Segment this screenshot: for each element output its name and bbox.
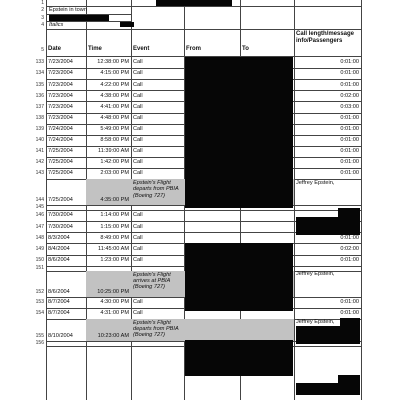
cell-call-length: 0:01:00 xyxy=(340,70,359,77)
row-number: 134 xyxy=(35,70,44,77)
cell-time: 8:49:00 PM xyxy=(100,234,129,241)
cell-date: 7/23/2004 xyxy=(48,59,73,66)
cell-date: 8/6/2004 xyxy=(48,256,70,263)
cell-time: 4:38:00 PM xyxy=(100,92,129,99)
cell-event: Call xyxy=(133,170,143,177)
cell-date: 8/4/2004 xyxy=(48,245,70,252)
redaction-block xyxy=(338,375,360,383)
row-number: 4 xyxy=(41,22,44,28)
cell-date: 7/25/2004 xyxy=(48,148,73,155)
cell-time: 10:23:00 AM xyxy=(97,332,129,339)
cell-event: Call xyxy=(133,245,143,252)
redaction-block xyxy=(185,340,293,376)
row-number: 149 xyxy=(35,245,44,252)
cell-event: Call xyxy=(133,212,143,219)
cell-event: Call xyxy=(133,298,143,305)
cell-event: Epstein's Flight arrives at PBIA (Boeing 727) xyxy=(133,271,171,290)
cell-date: 7/25/2004 xyxy=(48,197,73,204)
cell-event: Call xyxy=(133,256,143,263)
cell-date: 7/23/2004 xyxy=(48,81,73,88)
cell-date: 7/23/2004 xyxy=(48,92,73,99)
row-number: 3 xyxy=(41,14,44,21)
redaction-block xyxy=(120,22,134,27)
cell-date: 7/23/2004 xyxy=(48,114,73,121)
row-number: 152 xyxy=(35,288,44,295)
column-header-date: Date xyxy=(48,46,62,52)
cell-date: 8/6/2004 xyxy=(48,288,70,295)
row-divider xyxy=(46,29,362,30)
cell-time: 1:23:00 PM xyxy=(100,256,129,263)
cell-time: 11:45:00 AM xyxy=(98,245,129,252)
cell-event: Call xyxy=(133,234,143,241)
cell-time: 4:30:00 PM xyxy=(100,298,129,305)
cell-event: Call xyxy=(133,103,143,110)
cell-time: 11:39:00 AM xyxy=(98,148,129,155)
cell-date: 7/30/2004 xyxy=(48,223,73,230)
row-number: 145 xyxy=(35,204,44,211)
spreadsheet-page xyxy=(35,0,362,400)
row-number: 150 xyxy=(35,256,44,263)
row-number: 138 xyxy=(35,114,44,121)
redaction-block xyxy=(49,15,109,21)
cell-event: Call xyxy=(133,70,143,77)
cell-date: 8/7/2004 xyxy=(48,298,70,305)
cell-call-length: 0:01:00 xyxy=(340,114,359,121)
cell-time: 4:15:00 PM xyxy=(100,70,129,77)
redaction-block xyxy=(340,318,360,326)
redaction-block xyxy=(185,57,293,208)
cell-date: 8/10/2004 xyxy=(48,332,73,339)
redaction-block xyxy=(296,383,360,395)
row-number: 1 xyxy=(41,0,44,6)
cell-event: Call xyxy=(133,310,143,317)
cell-call-length: 0:01:00 xyxy=(340,137,359,144)
cell-time: 12:38:00 PM xyxy=(97,59,129,66)
redaction-block xyxy=(296,217,360,235)
row-number: 133 xyxy=(35,59,44,66)
cell-event: Epstein's Flight departs from PBIA (Boeing 727) xyxy=(133,180,179,199)
column-header-time: Time xyxy=(88,46,102,52)
cell-time: 4:41:00 PM xyxy=(100,103,129,110)
cell-date: 7/25/2004 xyxy=(48,170,73,177)
cell-call-length: 0:01:00 xyxy=(340,81,359,88)
row-number: 148 xyxy=(35,234,44,241)
cell-date: 7/23/2004 xyxy=(48,70,73,77)
cell-call-length: Jeffrey Epstein, xyxy=(296,179,335,186)
cell-date: 7/25/2004 xyxy=(48,159,73,166)
cell-date: 7/30/2004 xyxy=(48,212,73,219)
cell-time: 8:58:00 PM xyxy=(100,137,129,144)
cell-call-length: 0:03:00 xyxy=(340,103,359,110)
cell-time: 1:14:00 PM xyxy=(100,212,129,219)
cell-time: 2:03:00 PM xyxy=(100,170,129,177)
cell-call-length: 0:01:00 xyxy=(340,234,359,241)
cell-time: 4:22:00 PM xyxy=(100,81,129,88)
cell-call-length: 0:01:00 xyxy=(340,159,359,166)
cell-event: Call xyxy=(133,223,143,230)
cell-call-length: 0:02:00 xyxy=(340,92,359,99)
row-number: 153 xyxy=(35,298,44,305)
cell-call-length: Jeffrey Epstein, xyxy=(296,271,335,278)
cell-call-length: 0:01:00 xyxy=(340,310,359,317)
row-number: 137 xyxy=(35,103,44,110)
cell-event: Call xyxy=(133,159,143,166)
cell-time: 4:48:00 PM xyxy=(100,114,129,121)
row-number: 136 xyxy=(35,92,44,99)
cell-call-length: 0:01:00 xyxy=(340,59,359,66)
row-number: 143 xyxy=(35,170,44,177)
column-header-from: From xyxy=(186,46,201,52)
cell-time: 1:42:00 PM xyxy=(100,159,129,166)
row-number: 155 xyxy=(35,332,44,339)
row-number: 135 xyxy=(35,81,44,88)
redaction-block xyxy=(185,243,293,311)
legend-italics: Italics xyxy=(49,21,64,28)
column-header-to: To xyxy=(242,46,249,52)
row-number: 142 xyxy=(35,159,44,166)
row-number: 140 xyxy=(35,137,44,144)
column-header-event: Event xyxy=(133,46,150,52)
cell-event: Call xyxy=(133,148,143,155)
row-divider xyxy=(46,210,362,211)
cell-event: Epstein's Flight departs from PBIA (Boeing 727) xyxy=(133,319,179,339)
legend-epstein-in-town: Epstein in town xyxy=(49,6,87,13)
redaction-block xyxy=(338,208,360,217)
cell-event: Call xyxy=(133,137,143,144)
cell-call-length: 0:01:00 xyxy=(340,298,359,305)
row-number: 2 xyxy=(41,7,44,13)
cell-call-length: 0:01:00 xyxy=(340,148,359,155)
cell-time: 4:35:00 PM xyxy=(100,197,129,204)
redaction-block xyxy=(296,326,360,344)
row-number: 156 xyxy=(35,340,44,347)
cell-event: Call xyxy=(133,125,143,132)
cell-time: 10:25:00 PM xyxy=(97,288,129,295)
row-number: 144 xyxy=(35,197,44,204)
cell-date: 7/24/2004 xyxy=(48,125,73,132)
cell-date: 7/23/2004 xyxy=(48,103,73,110)
cell-event: Call xyxy=(133,92,143,99)
cell-date: 7/24/2004 xyxy=(48,137,73,144)
row-number: 154 xyxy=(35,310,44,317)
cell-time: 1:15:00 PM xyxy=(100,223,129,230)
cell-time: 5:49:00 PM xyxy=(100,125,129,132)
cell-call-length: Jeffrey Epstein, xyxy=(296,319,335,326)
row-number: 146 xyxy=(35,212,44,219)
cell-event: Call xyxy=(133,114,143,121)
column-header-call-length: Call length/message info/Passengers xyxy=(296,31,355,44)
cell-time: 4:31:00 PM xyxy=(100,310,129,317)
cell-date: 8/7/2004 xyxy=(48,310,70,317)
row-number: 147 xyxy=(35,223,44,230)
row-number: 5 xyxy=(41,47,44,53)
cell-call-length: 0:01:00 xyxy=(340,170,359,177)
cell-call-length: 0:01:00 xyxy=(340,125,359,132)
row-number: 151 xyxy=(35,264,44,271)
row-divider xyxy=(46,6,362,7)
cell-event: Call xyxy=(133,81,143,88)
cell-date: 8/3/2004 xyxy=(48,234,70,241)
row-number: 139 xyxy=(35,125,44,132)
cell-call-length: 0:01:00 xyxy=(340,256,359,263)
row-number: 141 xyxy=(35,148,44,155)
cell-call-length: 0:02:00 xyxy=(340,245,359,252)
cell-event: Call xyxy=(133,59,143,66)
